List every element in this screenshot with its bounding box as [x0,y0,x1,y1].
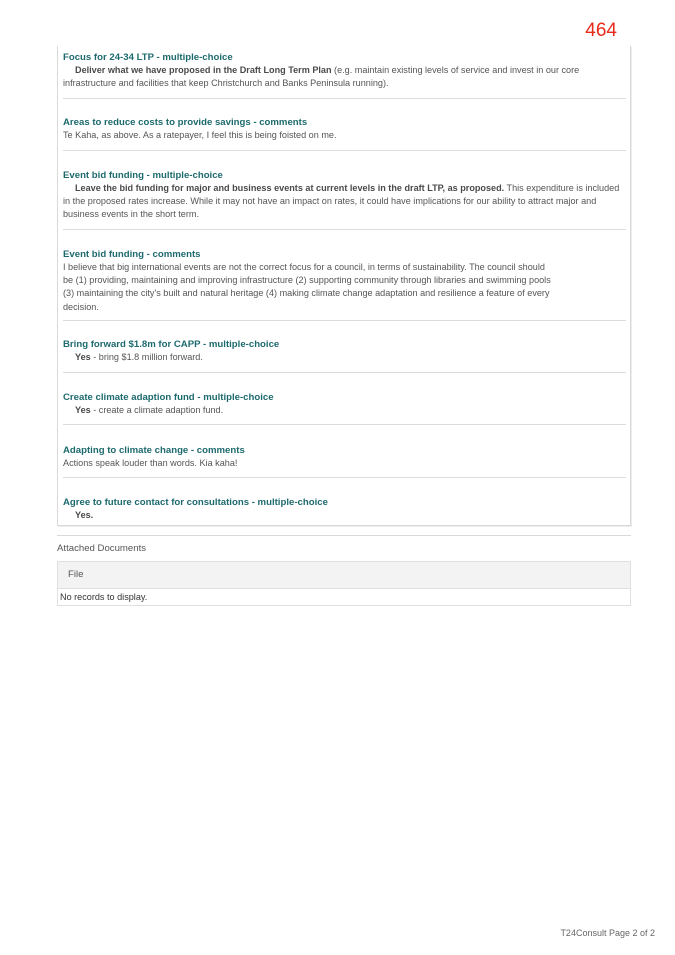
question-capp [63,338,626,373]
question-title: Create climate adaption fund - multiple-choice [63,392,274,403]
question-climate-fund [63,391,626,425]
answer-choice: Yes. [75,510,94,520]
section-divider [57,535,631,536]
question-title: Bring forward $1.8m for CAPP - multiple-choice [63,339,280,350]
answer-detail: - create a climate adaption fund. [90,405,224,415]
question-answer [63,404,626,417]
question-event-bid-comments [63,248,626,321]
question-comment: Te Kaha, as above. As a ratepayer, I feel this is being foisted on me. [63,130,337,140]
question-focus-ltp [63,51,626,99]
question-comment: Actions speak louder than words. Kia kaha! [63,458,238,468]
question-title: Event bid funding - comments [63,249,201,260]
question-answer [63,182,626,222]
answer-detail: This expenditure is included in the proposed rates increase. While it may not have an impact on rates, it could have implications for our ability to attract major and business events in the short term. [63,183,620,220]
empty-records-message: No records to display. [60,592,148,602]
file-column-header: File [58,562,630,589]
response-panel [57,46,631,526]
question-reduce-costs [63,116,626,151]
question-title: Focus for 24-34 LTP - multiple-choice [63,52,233,63]
answer-choice: Leave the bid funding for major and business events at current levels in the draft LTP, as proposed. [75,183,505,193]
attached-documents-table [57,561,631,606]
answer-detail: - bring $1.8 million forward. [90,352,203,362]
question-answer [63,64,626,90]
question-event-bid-choice [63,169,626,230]
question-title: Adapting to climate change - comments [63,445,245,456]
question-answer [63,509,626,522]
question-comment: I believe that big international events are not the correct focus for a council, in terms of sustainability. The council should be (1) providing, maintaining and improving infrastructure (2) supporting community through libraries and swimming pools (3) maintaining the city's built and natural heritage (4) making climate change adaptation and resilience a feature of every decision. [63,262,551,312]
answer-detail: (e.g. maintain existing levels of service and invest in our core infrastructure and facilities that keep Christchurch and Banks Peninsula running). [63,65,580,89]
answer-choice: Deliver what we have proposed in the Draft Long Term Plan [75,65,332,75]
answer-choice: Yes [75,405,91,415]
question-climate-comments [63,444,626,478]
page-number: 464 [585,20,617,41]
answer-choice: Yes [75,352,91,362]
page-footer: T24Consult Page 2 of 2 [560,928,655,938]
question-title: Event bid funding - multiple-choice [63,170,223,181]
question-title: Areas to reduce costs to provide savings - comments [63,117,308,128]
question-title: Agree to future contact for consultations - multiple-choice [63,497,328,508]
question-future-contact [63,496,626,526]
attached-documents-heading: Attached Documents [57,543,147,554]
question-answer [63,351,626,364]
